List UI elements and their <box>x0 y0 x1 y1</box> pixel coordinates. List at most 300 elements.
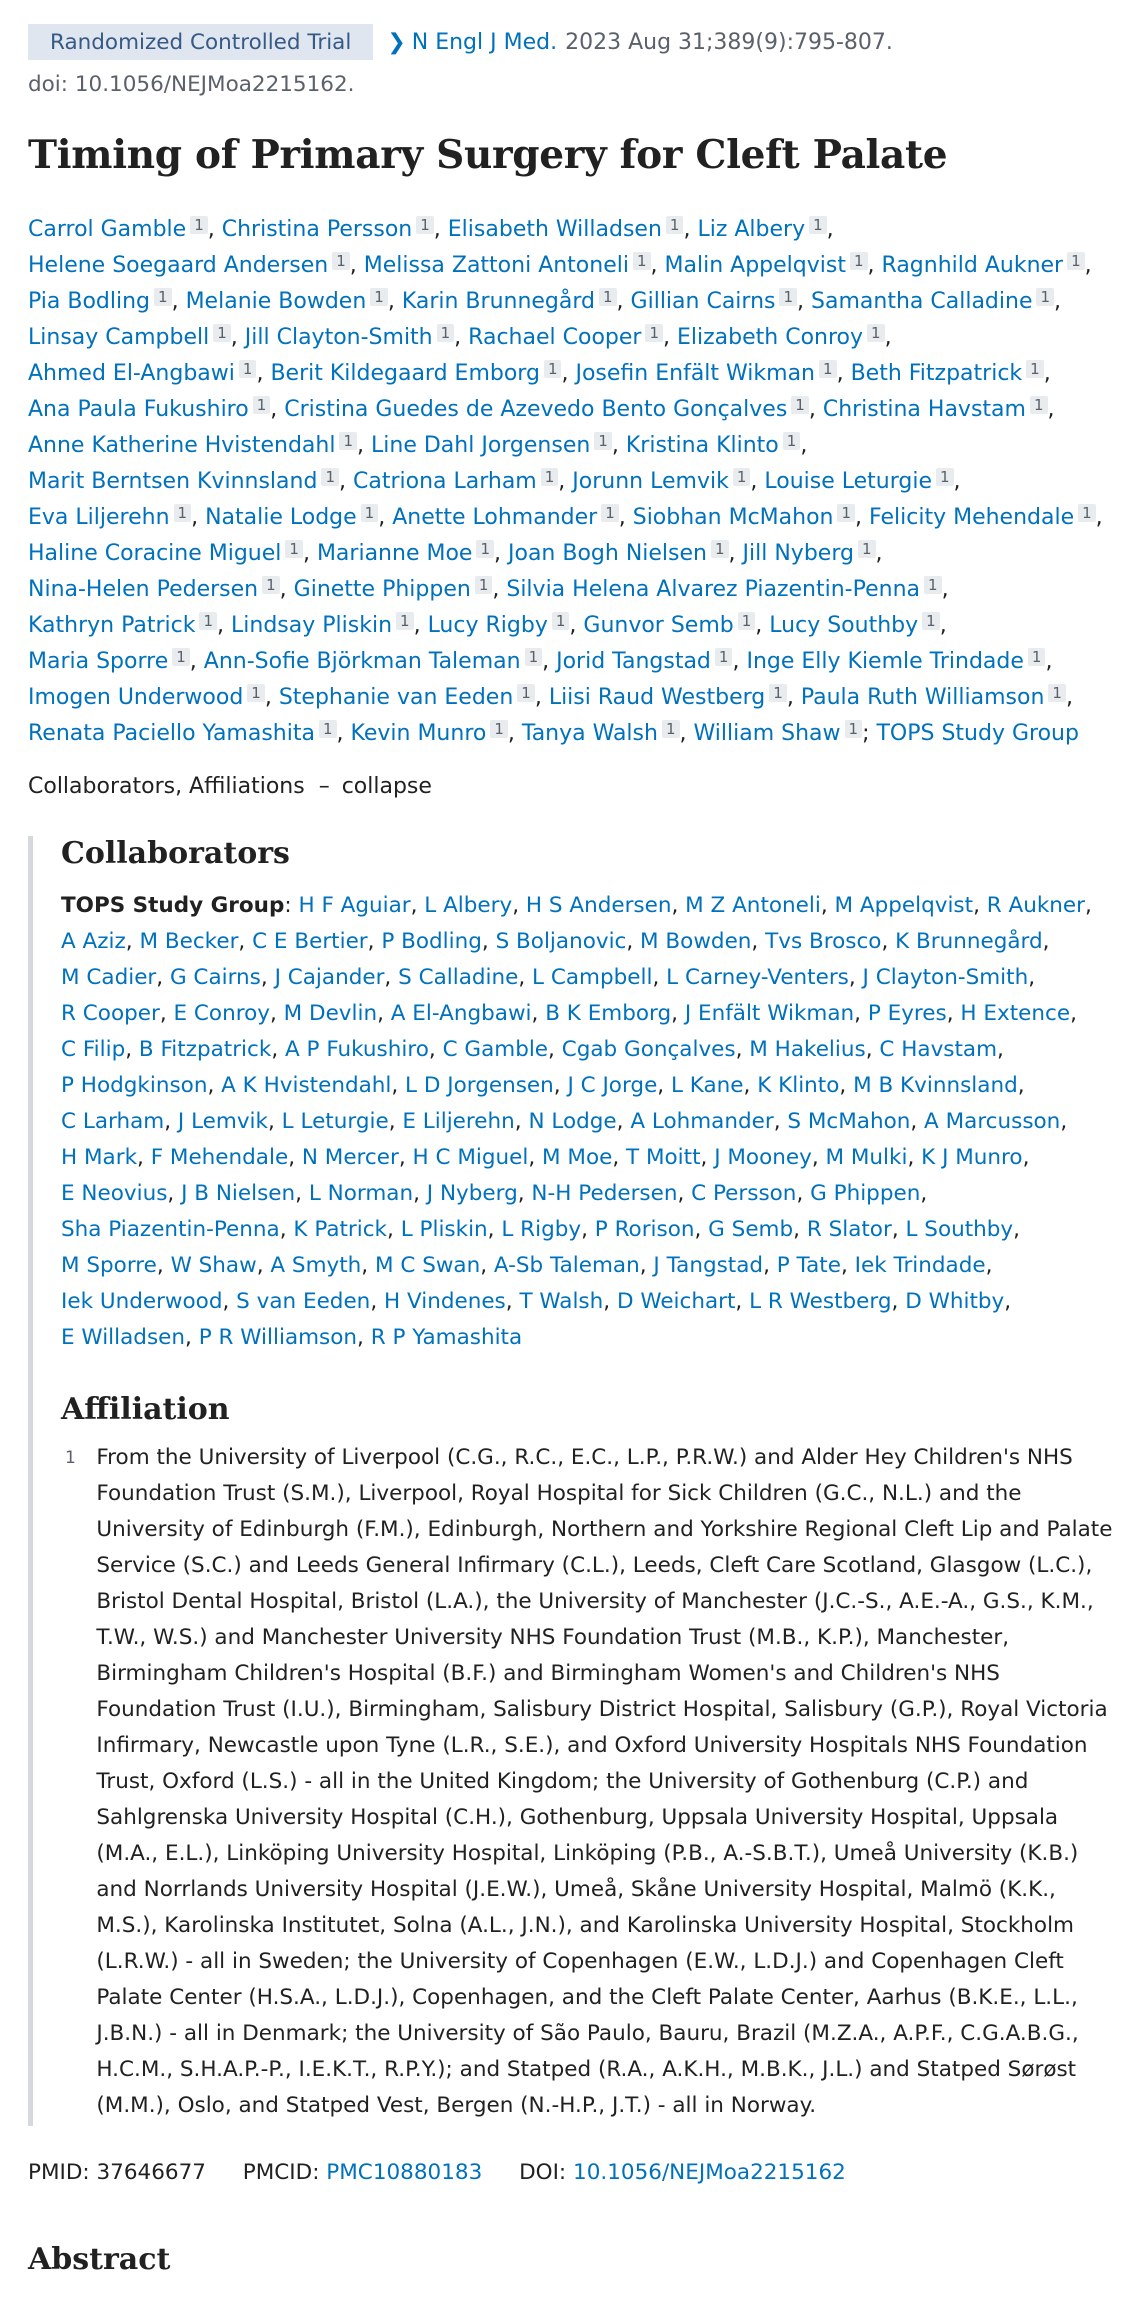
affiliation-marker-button[interactable]: 1 <box>936 468 954 486</box>
affiliation-marker-button[interactable]: 1 <box>490 720 508 738</box>
author-item <box>694 721 863 746</box>
author-link[interactable]: Liisi Raud Westberg <box>548 685 766 710</box>
author-item <box>231 613 414 638</box>
affiliation-text: From the University of Liverpool (C.G., R.C., E.C., L.P., P.R.W.) and Alder Hey Children's NHS Foundation Trust (S.M.), Liverpool, Royal Hospital for Sick Children (G.C., N.L.) and the University of Edinburgh (F.M.), Edinburgh, Northern and Yorkshire Regional Cleft Lip and Palate Service (S.C.) and Leeds General Infirmary (C.L.), Leeds, Cleft Care Scotland, Glasgow (L.C.), Bristol Dental Hospital, Bristol (L.A.), the University of Manchester (J.C.-S., A.E.-A., G.S., K.M., T.W., W.S.) and Manchester University NHS Foundation Trust (M.B., K.P.), Manchester, Birmingham Children's Hospital (B.F.) and Birmingham Women's and Children's NHS Foundation Trust (I.U.), Birmingham, Salisbury District Hospital, Salisbury (G.P.), Royal Victoria Infirmary, Newcastle upon Tyne (L.R., S.E.), and Oxford University Hospitals NHS Foundation Trust, Oxford (L.S.) - all in the United Kingdom; the University of Gothenburg (C.P.) and Sahlgrenska University Hospital (C.H.), Gothenburg, Uppsala University Hospital, Uppsala (M.A., E.L.), Linköping University Hospital, Linköping (P.B., A.-S.B.T.), Umeå University (K.B.) and Norrlands University Hospital (J.E.W.), Umeå, Skåne University Hospital, Malmö (K.K., M.S.), Karolinska Institutet, Solna (A.L., J.N.), and Karolinska University Hospital, Stockholm (L.R.W.) - all in Sweden; the University of Copenhagen (E.W., L.D.J.) and Copenhagen Cleft Palate Center (H.S.A., L.D.J.), Copenhagen, and the Cleft Palate Center, Aarhus (B.K.E., L.L., J.B.N.) - all in Denmark; the University of São Paulo, Bauru, Brazil (M.Z.A., A.P.F., C.G.A.B.G., H.C.M., S.H.A.P.-P., I.E.K.T., R.P.Y.); and Statped (R.A., A.K.H., M.B.K., J.L.) and Statped Sørøst (M.M.), Oslo, and Statped Vest, Bergen (N.-H.P., J.T.) - all in Norway. <box>96 1445 1113 2118</box>
collaborator-link[interactable]: M Z Antoneli <box>685 893 821 918</box>
affiliation-marker-button[interactable]: 1 <box>475 576 493 594</box>
doi-line: doi: 10.1056/NEJMoa2215162. <box>28 72 355 97</box>
author-link[interactable]: Ginette Phippen <box>293 577 471 602</box>
collaborator-link[interactable]: J Clayton-Smith <box>862 965 1029 990</box>
article-identifiers <box>28 2160 846 2185</box>
author-link[interactable]: Inge Elly Kiemle Trindade <box>746 649 1024 674</box>
author-link[interactable]: Elizabeth Conroy <box>677 325 864 350</box>
author-link[interactable]: William Shaw <box>693 721 841 746</box>
doi-link[interactable]: 10.1056/NEJMoa2215162 <box>573 2160 846 2185</box>
author-link[interactable]: Christina Havstam <box>822 397 1026 422</box>
abstract-heading: Abstract <box>28 2242 171 2277</box>
affiliation-marker-button[interactable]: 1 <box>738 612 756 630</box>
author-item <box>28 685 265 710</box>
collaborator-link[interactable]: M Hakelius <box>749 1037 866 1062</box>
author-item <box>392 505 619 530</box>
collaborator-link[interactable]: M B Kvinnsland <box>853 1073 1018 1098</box>
affiliation-marker-button[interactable]: 1 <box>247 684 265 702</box>
collaborator-link[interactable]: F Mehendale <box>150 1145 289 1170</box>
affiliation-marker-button[interactable]: 1 <box>837 504 855 522</box>
collaborator-link[interactable]: P Hodgkinson <box>61 1073 208 1098</box>
collaborator-link[interactable]: E Liljerehn <box>402 1109 515 1134</box>
author-item <box>28 469 339 494</box>
author-link[interactable]: Renata Paciello Yamashita <box>28 721 315 746</box>
collaborator-link[interactable]: A Marcusson <box>924 1109 1061 1134</box>
author-item <box>402 289 617 314</box>
collaborator-link[interactable]: L Carney-Venters <box>666 965 849 990</box>
affiliation-number: 1 <box>65 1448 76 1468</box>
authors-list: Carrol Gamble 1 , Christina Persson 1 , Elisabeth Willadsen 1 , Liz Albery 1 , Helene Soegaard Andersen 1 , Melissa Zattoni Antoneli 1 , Malin Appelqvist 1 , Ragnhild Aukner 1 , Pia Bodling 1 , Melanie Bowden 1 , Karin Brunnegård 1 , Gillian Cairns 1 , Samantha Calladine 1 , Linsay Campbell 1 , Jill Clayton-Smith 1 , Rachael Cooper 1 , Elizabeth Conroy 1 , Ahmed El-Angbawi 1 , Berit Kildegaard Emborg 1 , Josefin Enfält Wikman 1 , Beth Fitzpatrick 1 , Ana Paula Fukushiro 1 , Cristina Guedes de Azevedo Bento Gonçalves 1 , Christina Havstam 1 , Anne Katherine Hvistendahl 1 , Line Dahl Jorgensen 1 , Kristina Klinto 1 , Marit Berntsen Kvinnsland 1 , Catriona Larham 1 , Jorunn Lemvik 1 , Louise Leturgie 1 , Eva Liljerehn 1 , Natalie Lodge 1 , Anette Lohmander 1 , Siobhan McMahon 1 , Felicity Mehendale 1 , Haline Coracine Miguel 1 , Marianne Moe 1 , Joan Bogh Nielsen 1 , Jill Nyberg 1 , Nina-Helen Pedersen 1 , Ginette Phippen 1 , Silvia Helena Alvarez Piazentin-Penna 1 , Kathryn Patrick 1 , Lindsay Pliskin 1 , Lucy Rigby 1 , Gunvor Semb 1 , Lucy Southby 1 , Maria Sporre 1 , Ann-Sofie Björkman Taleman 1 , Jorid Tangstad 1 , Inge Elly Kiemle Trindade 1 , Imogen Underwood 1 , Stephanie van Eeden 1 , Liisi Raud Westberg 1 , Paula Ruth Williamson 1 , Renata Paciello Yamashita 1 , Kevin Munro 1 , Tanya Walsh 1 , William Shaw 1 ; TOPS Study Group <box>28 216 1103 746</box>
collaborator-link[interactable]: K Brunnegård <box>895 929 1043 954</box>
affiliation-marker-button[interactable]: 1 <box>809 216 827 234</box>
affiliation-marker-button[interactable]: 1 <box>552 612 570 630</box>
author-link[interactable]: Kristina Klinto <box>625 433 779 458</box>
collaborator-link[interactable]: J Lemvik <box>177 1109 268 1134</box>
author-link[interactable]: Carrol Gamble <box>28 217 187 242</box>
author-link[interactable]: Maria Sporre <box>28 649 169 674</box>
collaborator-link[interactable]: R P Yamashita <box>370 1325 523 1350</box>
collaborator-link[interactable]: L Pliskin <box>400 1217 488 1242</box>
author-link[interactable]: Tanya Walsh <box>521 721 658 746</box>
affiliation-marker-button[interactable]: 1 <box>791 396 809 414</box>
collaborator-link[interactable]: T Moitt <box>626 1145 701 1170</box>
affiliation-marker-button[interactable]: 1 <box>633 252 651 270</box>
collaborator-link[interactable]: T Walsh <box>519 1289 604 1314</box>
collaborator-link[interactable]: G Semb <box>708 1217 794 1242</box>
author-item <box>279 685 535 710</box>
author-link[interactable]: Siobhan McMahon <box>632 505 834 530</box>
collaborator-link[interactable]: L Norman <box>308 1181 414 1206</box>
affiliation-marker-button[interactable]: 1 <box>1026 360 1044 378</box>
author-link[interactable]: Silvia Helena Alvarez Piazentin-Penna <box>506 577 921 602</box>
collaborator-link[interactable]: L Southby <box>905 1217 1014 1242</box>
affiliation-marker-button[interactable]: 1 <box>339 432 357 450</box>
author-item <box>28 577 280 602</box>
author-link[interactable]: Gillian Cairns <box>630 289 776 314</box>
affiliation-marker-button[interactable]: 1 <box>715 648 733 666</box>
collaborator-link[interactable]: Sha Piazentin-Penna <box>61 1217 280 1242</box>
affiliation-marker-button[interactable]: 1 <box>154 288 172 306</box>
affiliation-marker-button[interactable]: 1 <box>783 432 801 450</box>
publication-type-badge: Randomized Controlled Trial <box>28 24 373 60</box>
author-link[interactable]: Jorid Tangstad <box>556 649 711 674</box>
author-link[interactable]: Ragnhild Aukner <box>881 253 1064 278</box>
collaborator-link[interactable]: J Cajander <box>274 965 385 990</box>
collaborators-list: TOPS Study Group: H F Aguiar, L Albery, H S Andersen, M Z Antoneli, M Appelqvist, R Aukner, A Aziz, M Becker, C E Bertier, P Bodling, S Boljanovic, M Bowden, Tvs Brosco, K Brunnegård, M Cadier, G Cairns, J Cajander, S Calladine, L Campbell, L Carney-Venters, J Clayton-Smith, R Cooper, E Conroy, M Devlin, A El-Angbawi, B K Emborg, J Enfält Wikman, P Eyres, H Extence, C Filip, B Fitzpatrick, A P Fukushiro, C Gamble, Cgab Gonçalves, M Hakelius, C Havstam, P Hodgkinson, A K Hvistendahl, L D Jorgensen, J C Jorge, L Kane, K Klinto, M B Kvinnsland, C Larham, J Lemvik, L Leturgie, E Liljerehn, N Lodge, A Lohmander, S McMahon, A Marcusson, H Mark, F Mehendale, N Mercer, H C Miguel, M Moe, T Moitt, J Mooney, M Mulki, K J Munro, E Neovius, J B Nielsen, L Norman, J Nyberg, N-H Pedersen, C Persson, G Phippen, Sha Piazentin-Penna, K Patrick, L Pliskin, L Rigby, P Rorison, G Semb, R Slator, L Southby, M Sporre, W Shaw, A Smyth, M C Swan, A-Sb Taleman, J Tangstad, P Tate, Iek Trindade, Iek Underwood, S van Eeden, H Vindenes, T Walsh, D Weichart, L R Westberg, D Whitby, E Willadsen, P R Williamson, R P Yamashita <box>61 893 1092 1350</box>
author-item <box>351 721 508 746</box>
affiliation-marker-button[interactable]: 1 <box>239 360 257 378</box>
affiliation-marker-button[interactable]: 1 <box>285 540 303 558</box>
author-link[interactable]: Lindsay Pliskin <box>231 613 393 638</box>
collaborator-link[interactable]: C Filip <box>61 1037 126 1062</box>
author-link[interactable]: Lucy Southby <box>769 613 919 638</box>
author-link[interactable]: Helene Soegaard Andersen <box>28 253 329 278</box>
collaborator-link[interactable]: M Moe <box>542 1145 613 1170</box>
affiliation-marker-button[interactable]: 1 <box>924 576 942 594</box>
affiliation-marker-button[interactable]: 1 <box>541 468 559 486</box>
collaborator-link[interactable]: N Mercer <box>301 1145 399 1170</box>
collaborator-link[interactable]: A P Fukushiro <box>284 1037 429 1062</box>
author-link[interactable]: Malin Appelqvist <box>664 253 846 278</box>
author-item <box>28 649 190 674</box>
collaborator-link[interactable]: J Nyberg <box>426 1181 518 1206</box>
collaborator-link[interactable]: Cgab Gonçalves <box>561 1037 736 1062</box>
author-link[interactable]: Kathryn Patrick <box>28 613 196 638</box>
author-link[interactable]: Anette Lohmander <box>392 505 598 530</box>
collaborator-link[interactable]: P Bodling <box>381 929 482 954</box>
collaborator-link[interactable]: P Rorison <box>594 1217 695 1242</box>
author-link[interactable]: Marianne Moe <box>316 541 473 566</box>
collaborator-link[interactable]: C E Bertier <box>252 929 368 954</box>
author-item <box>468 325 663 350</box>
collaborator-link[interactable]: D Whitby <box>905 1289 1005 1314</box>
author-link[interactable]: Line Dahl Jorgensen <box>371 433 591 458</box>
author-item <box>746 649 1045 674</box>
affiliation-marker-button[interactable]: 1 <box>845 720 863 738</box>
author-item <box>186 289 388 314</box>
author-link[interactable]: Melissa Zattoni Antoneli <box>363 253 629 278</box>
collaborator-link[interactable]: H F Aguiar <box>298 893 411 918</box>
affiliation-marker-button[interactable]: 1 <box>262 576 280 594</box>
collaborator-link[interactable]: K J Munro <box>921 1145 1023 1170</box>
collaborator-link[interactable]: K Klinto <box>757 1073 840 1098</box>
author-item <box>697 217 826 242</box>
doi-label: DOI: <box>519 2160 567 2185</box>
affiliation-marker-button[interactable]: 1 <box>416 216 434 234</box>
journal-link[interactable]: N Engl J Med. <box>411 29 558 55</box>
author-link[interactable]: Haline Coracine Miguel <box>28 541 282 566</box>
author-item <box>869 505 1096 530</box>
affiliation-marker-button[interactable]: 1 <box>867 324 885 342</box>
author-item <box>28 613 217 638</box>
author-link[interactable]: Paula Ruth Williamson <box>800 685 1045 710</box>
author-link[interactable]: Linsay Campbell <box>28 325 210 350</box>
author-link[interactable]: Ann-Sofie Björkman Taleman <box>203 649 521 674</box>
collapse-link[interactable]: collapse <box>341 774 432 799</box>
author-link[interactable]: Beth Fitzpatrick <box>850 361 1023 386</box>
author-item <box>633 505 855 530</box>
author-link[interactable]: Jorunn Lemvik <box>572 469 729 494</box>
collaborator-link[interactable]: H Mark <box>61 1145 138 1170</box>
collaborator-link[interactable]: A El-Angbawi <box>390 1001 532 1026</box>
author-item <box>626 433 800 458</box>
collaborator-link[interactable]: D Weichart <box>616 1289 736 1314</box>
collaborator-link[interactable]: P Tate <box>776 1253 841 1278</box>
collaborator-link[interactable]: J Tangstad <box>653 1253 764 1278</box>
collaborator-link[interactable]: A K Hvistendahl <box>221 1073 392 1098</box>
pmcid-label: PMCID: <box>242 2160 320 2185</box>
affiliation-marker-button[interactable]: 1 <box>1030 396 1048 414</box>
collaborator-link[interactable]: L Leturgie <box>281 1109 389 1134</box>
author-item <box>245 325 454 350</box>
affiliation-marker-button[interactable]: 1 <box>319 720 337 738</box>
expanded-details <box>28 836 1118 2126</box>
author-item <box>428 613 570 638</box>
author-link[interactable]: Rachael Cooper <box>468 325 642 350</box>
author-item <box>204 649 542 674</box>
author-link[interactable]: Christina Persson <box>221 217 413 242</box>
collaborator-link[interactable]: L Kane <box>670 1073 744 1098</box>
collaborator-link[interactable]: L R Westberg <box>749 1289 892 1314</box>
collaborator-link[interactable]: M Sporre <box>61 1253 157 1278</box>
collaborator-link[interactable]: H Vindenes <box>383 1289 506 1314</box>
author-item <box>28 361 256 386</box>
author-item <box>572 469 750 494</box>
author-item <box>823 397 1048 422</box>
affiliation-marker-button[interactable]: 1 <box>396 612 414 630</box>
collaborator-link[interactable]: M Bowden <box>640 929 752 954</box>
affiliation-marker-button[interactable]: 1 <box>525 648 543 666</box>
author-item <box>294 577 493 602</box>
collaborator-link[interactable]: J B Nielsen <box>181 1181 296 1206</box>
author-item <box>28 253 350 278</box>
author-item <box>549 685 787 710</box>
collaborator-link[interactable]: S Boljanovic <box>495 929 627 954</box>
affiliation-marker-button[interactable]: 1 <box>733 468 751 486</box>
collaborator-link[interactable]: G Phippen <box>810 1181 921 1206</box>
collaborator-link[interactable]: R Slator <box>806 1217 892 1242</box>
pmid-value: 37646677 <box>96 2160 206 2185</box>
affiliation-marker-button[interactable]: 1 <box>594 432 612 450</box>
affiliation-marker-button[interactable]: 1 <box>645 324 663 342</box>
affiliation-item <box>51 1440 1116 2124</box>
collaborator-link[interactable]: R Cooper <box>61 1001 160 1026</box>
collaborator-link[interactable]: M Appelqvist <box>834 893 974 918</box>
author-item <box>506 577 941 602</box>
author-item <box>28 397 270 422</box>
author-link[interactable]: Marit Berntsen Kvinnsland <box>28 469 318 494</box>
author-link[interactable]: Pia Bodling <box>28 289 151 314</box>
author-link[interactable]: Melanie Bowden <box>185 289 367 314</box>
affiliation-marker-button[interactable]: 1 <box>662 720 680 738</box>
collaborator-link[interactable]: A-Sb Taleman <box>493 1253 640 1278</box>
collaborator-link[interactable]: B K Emborg <box>545 1001 672 1026</box>
collaborator-link[interactable]: A Aziz <box>61 929 126 954</box>
affiliation-marker-button[interactable]: 1 <box>172 648 190 666</box>
author-link[interactable]: Berit Kildegaard Emborg <box>270 361 540 386</box>
author-item <box>222 217 434 242</box>
author-link[interactable]: Natalie Lodge <box>205 505 357 530</box>
author-item <box>270 361 561 386</box>
collaborator-link[interactable]: E Neovius <box>61 1181 168 1206</box>
author-item <box>28 217 208 242</box>
author-item <box>28 721 337 746</box>
affiliation-marker-button[interactable]: 1 <box>1036 288 1054 306</box>
affiliation-marker-button[interactable]: 1 <box>437 324 455 342</box>
author-link[interactable]: Liz Albery <box>697 217 806 242</box>
collaborators-heading: Collaborators <box>61 836 290 871</box>
affiliation-marker-button[interactable]: 1 <box>174 504 192 522</box>
affiliation-marker-button[interactable]: 1 <box>213 324 231 342</box>
author-item <box>28 433 357 458</box>
affiliation-marker-button[interactable]: 1 <box>858 540 876 558</box>
collaborator-link[interactable]: R Aukner <box>986 893 1086 918</box>
author-item <box>508 541 729 566</box>
collaborator-link[interactable]: Iek Trindade <box>854 1253 986 1278</box>
affiliation-marker-button[interactable]: 1 <box>321 468 339 486</box>
author-item <box>448 217 684 242</box>
collaborator-link[interactable]: A Smyth <box>270 1253 362 1278</box>
collaborator-link[interactable]: L Campbell <box>532 965 653 990</box>
chevron-right-icon: ❯ <box>387 29 406 55</box>
author-item <box>28 289 172 314</box>
author-link[interactable]: Samantha Calladine <box>811 289 1033 314</box>
author-link[interactable]: Jill Nyberg <box>742 541 854 566</box>
collaborator-link[interactable]: H C Miguel <box>412 1145 529 1170</box>
affiliation-marker-button[interactable]: 1 <box>370 288 388 306</box>
collaborator-link[interactable]: M Devlin <box>283 1001 378 1026</box>
group-author-link[interactable]: TOPS Study Group <box>876 721 1079 746</box>
author-item <box>371 433 612 458</box>
article-meta <box>28 24 893 60</box>
collaborator-link[interactable]: W Shaw <box>170 1253 257 1278</box>
author-item <box>364 253 651 278</box>
citation-text: 2023 Aug 31;389(9):795-807. <box>565 29 893 55</box>
author-link[interactable]: Imogen Underwood <box>28 685 244 710</box>
collaborator-link[interactable]: Tvs Brosco <box>765 929 882 954</box>
affiliation-marker-button[interactable]: 1 <box>361 504 379 522</box>
author-link[interactable]: Ana Paula Fukushiro <box>28 397 249 422</box>
author-link[interactable]: Jill Clayton-Smith <box>244 325 433 350</box>
author-link[interactable]: Stephanie van Eeden <box>278 685 514 710</box>
author-link[interactable]: Joan Bogh Nielsen <box>508 541 707 566</box>
author-link[interactable]: Lucy Rigby <box>427 613 548 638</box>
affiliation-marker-button[interactable]: 1 <box>711 540 729 558</box>
affiliation-marker-button[interactable]: 1 <box>1078 504 1096 522</box>
collaborators-affiliations-toggle[interactable] <box>28 774 432 799</box>
collapse-dash-icon: – <box>318 774 330 799</box>
collaborator-link[interactable]: H S Andersen <box>525 893 672 918</box>
author-item <box>811 289 1054 314</box>
author-item <box>522 721 680 746</box>
author-item <box>205 505 378 530</box>
collaborator-link[interactable]: C Larham <box>61 1109 165 1134</box>
author-item <box>764 469 953 494</box>
author-link[interactable]: Cristina Guedes de Azevedo Bento Gonçalves <box>284 397 788 422</box>
collaborator-link[interactable]: K Patrick <box>293 1217 388 1242</box>
author-item <box>851 361 1044 386</box>
collaborator-link[interactable]: E Willadsen <box>61 1325 186 1350</box>
collaborator-link[interactable]: J Mooney <box>714 1145 812 1170</box>
author-item <box>665 253 868 278</box>
collaborator-link[interactable]: M Cadier <box>61 965 157 990</box>
author-item <box>28 541 303 566</box>
collaborator-link[interactable]: P R Williamson <box>198 1325 358 1350</box>
author-link[interactable]: Anne Katherine Hvistendahl <box>28 433 336 458</box>
affiliation-marker-button[interactable]: 1 <box>544 360 562 378</box>
affiliation-marker-button[interactable]: 1 <box>819 360 837 378</box>
author-item <box>284 397 809 422</box>
collaborator-link[interactable]: A Lohmander <box>630 1109 774 1134</box>
collaborator-link[interactable]: S Calladine <box>398 965 519 990</box>
collaborator-link[interactable]: G Cairns <box>169 965 261 990</box>
author-item <box>575 361 836 386</box>
affiliation-marker-button[interactable]: 1 <box>476 540 494 558</box>
author-item <box>583 613 755 638</box>
affiliation-marker-button[interactable]: 1 <box>190 216 208 234</box>
collaborator-link[interactable]: H Extence <box>960 1001 1071 1026</box>
author-item <box>677 325 885 350</box>
author-item <box>353 469 558 494</box>
toggle-label: Collaborators, Affiliations <box>28 774 305 799</box>
author-item <box>801 685 1066 710</box>
author-link[interactable]: Kevin Munro <box>350 721 487 746</box>
affiliation-marker-button[interactable]: 1 <box>1067 252 1085 270</box>
collaborator-link[interactable]: J Enfält Wikman <box>684 1001 855 1026</box>
author-item <box>882 253 1085 278</box>
author-link[interactable]: Josefin Enfält Wikman <box>575 361 816 386</box>
author-item <box>317 541 494 566</box>
author-link[interactable]: Elisabeth Willadsen <box>447 217 662 242</box>
affiliation-marker-button[interactable]: 1 <box>1048 684 1066 702</box>
collaborator-link[interactable]: S van Eeden <box>236 1289 371 1314</box>
author-item <box>769 613 939 638</box>
affiliation-marker-button[interactable]: 1 <box>601 504 619 522</box>
affiliation-marker-button[interactable]: 1 <box>850 252 868 270</box>
author-link[interactable]: Gunvor Semb <box>583 613 734 638</box>
collaborator-link[interactable]: N Lodge <box>528 1109 617 1134</box>
affiliation-marker-button[interactable]: 1 <box>779 288 797 306</box>
collaborator-link[interactable]: B Fitzpatrick <box>138 1037 272 1062</box>
collaborator-link[interactable]: Iek Underwood <box>61 1289 223 1314</box>
collaborator-link[interactable]: C Persson <box>691 1181 797 1206</box>
affiliation-marker-button[interactable]: 1 <box>199 612 217 630</box>
affiliation-marker-button[interactable]: 1 <box>1028 648 1046 666</box>
collaborator-link[interactable]: L Rigby <box>501 1217 582 1242</box>
author-item <box>28 325 231 350</box>
collaborator-link[interactable]: C Havstam <box>879 1037 998 1062</box>
collaborator-link[interactable]: L Albery <box>424 893 513 918</box>
collaborator-link[interactable]: E Conroy <box>173 1001 270 1026</box>
collaborator-link[interactable]: N-H Pedersen <box>531 1181 678 1206</box>
collaborator-link[interactable]: C Gamble <box>442 1037 549 1062</box>
author-item <box>631 289 797 314</box>
author-item <box>28 505 191 530</box>
collaborator-link[interactable]: J C Jorge <box>567 1073 658 1098</box>
article-title: Timing of Primary Surgery for Cleft Palate <box>28 132 948 178</box>
group-label: TOPS Study Group <box>61 893 285 918</box>
collaborator-link[interactable]: S McMahon <box>787 1109 911 1134</box>
author-link[interactable]: Louise Leturgie <box>764 469 932 494</box>
author-link[interactable]: Karin Brunnegård <box>401 289 595 314</box>
affiliation-marker-button[interactable]: 1 <box>517 684 535 702</box>
collaborator-link[interactable]: M C Swan <box>374 1253 481 1278</box>
affiliation-marker-button[interactable]: 1 <box>332 252 350 270</box>
collaborator-link[interactable]: P Eyres <box>867 1001 947 1026</box>
collaborator-link[interactable]: M Becker <box>139 929 239 954</box>
pmcid-link[interactable]: PMC10880183 <box>326 2160 483 2185</box>
author-link[interactable]: Felicity Mehendale <box>869 505 1075 530</box>
author-link[interactable]: Nina-Helen Pedersen <box>28 577 259 602</box>
affiliation-marker-button[interactable]: 1 <box>922 612 940 630</box>
affiliation-marker-button[interactable]: 1 <box>253 396 271 414</box>
author-link[interactable]: Eva Liljerehn <box>28 505 170 530</box>
author-item <box>556 649 732 674</box>
affiliation-marker-button[interactable]: 1 <box>666 216 684 234</box>
collaborator-link[interactable]: L D Jorgensen <box>405 1073 554 1098</box>
affiliation-heading: Affiliation <box>61 1392 230 1427</box>
author-link[interactable]: Catriona Larham <box>352 469 537 494</box>
collaborator-link[interactable]: M Mulki <box>825 1145 908 1170</box>
author-link[interactable]: Ahmed El-Angbawi <box>28 361 235 386</box>
affiliation-marker-button[interactable]: 1 <box>599 288 617 306</box>
affiliation-marker-button[interactable]: 1 <box>769 684 787 702</box>
